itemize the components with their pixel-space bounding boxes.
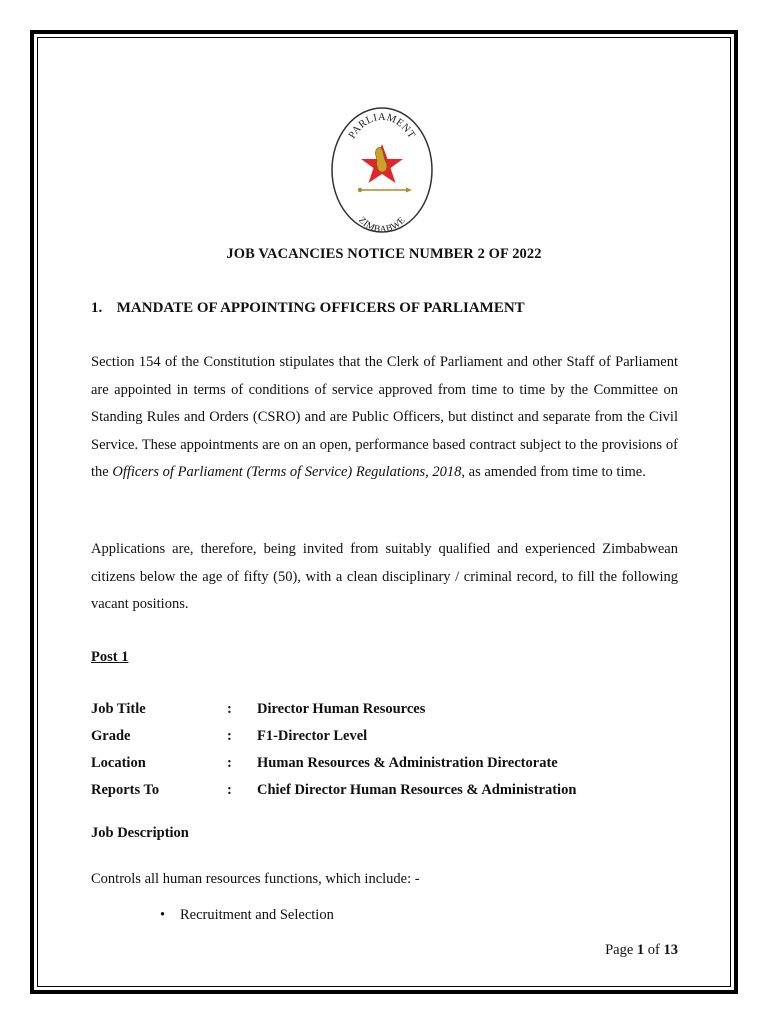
applications-paragraph: Applications are, therefore, being invited from suitably qualified and experienced Zimbabwean citizens below the age of fifty (50), with a clean disciplinary / criminal record, to fill the following vacant positions. (91, 541, 678, 613)
svg-text:ZIMBABWE: ZIMBABWE (356, 215, 408, 234)
detail-key: Reports To (91, 782, 160, 798)
detail-separator: : (227, 701, 232, 717)
detail-separator: : (227, 728, 232, 744)
mandate-paragraph (91, 349, 678, 487)
mandate-text-end: , as amended from time to time. (461, 464, 646, 481)
detail-value: Chief Director Human Resources & Administration (257, 782, 577, 798)
detail-value: F1-Director Level (257, 728, 368, 744)
job-description-heading: Job Description (91, 825, 189, 841)
svg-text:PARLIAMENT: PARLIAMENT (346, 111, 418, 141)
detail-separator: : (227, 755, 232, 771)
of-word: of (647, 942, 660, 958)
regulations-title: Officers of Parliament (Terms of Service) Regulations, 2018 (112, 464, 462, 481)
detail-key: Location (91, 755, 146, 771)
detail-value: Human Resources & Administration Directorate (257, 755, 558, 771)
parliament-zimbabwe-logo (330, 106, 434, 234)
notice-title: JOB VACANCIES NOTICE NUMBER 2 OF 2022 (226, 246, 542, 262)
section-number: 1. (91, 300, 103, 316)
detail-value: Director Human Resources (257, 701, 426, 717)
bullet-icon: • (160, 907, 166, 923)
mandate-text: Section 154 of the Constitution stipulates that the Clerk of Parliament and other Staff of Parliament are appointed in terms of conditions of service approved from time to time by the Committee on Standing Rules and Orders (CSRO) and are Public Officers, but distinct and separate from the Civil Service. These appointments are on an open, performance based contract subject to the provisions of the (91, 354, 678, 481)
section-heading (91, 300, 525, 317)
total-pages: 13 (663, 942, 678, 958)
list-item-text: Recruitment and Selection (180, 907, 334, 923)
post-label: Post 1 (91, 649, 129, 665)
section-heading-text: MANDATE OF APPOINTING OFFICERS OF PARLIAMENT (116, 300, 525, 316)
detail-key: Grade (91, 728, 131, 744)
detail-key: Job Title (91, 701, 146, 717)
page-number (605, 942, 678, 959)
current-page: 1 (636, 942, 645, 958)
page-word: Page (605, 942, 634, 958)
detail-separator: : (227, 782, 232, 798)
job-description-intro: Controls all human resources functions, which include: - (91, 871, 420, 887)
